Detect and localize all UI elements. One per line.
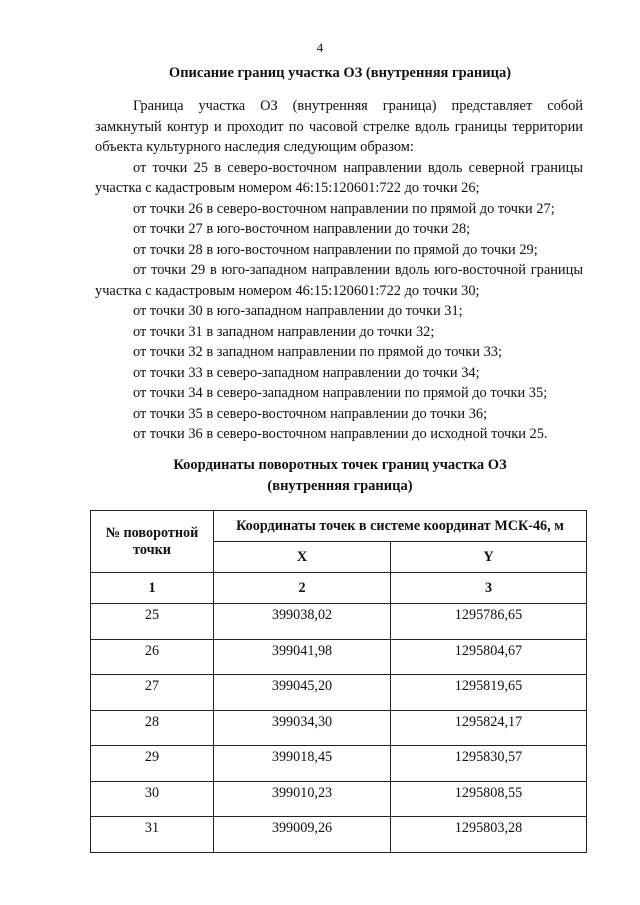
y-cell: 1295824,17 [391, 710, 587, 746]
column-number-1: 1 [91, 573, 214, 604]
boundary-step-paragraph: от точки 30 в юго-западном направлении до точки 31; [133, 303, 463, 319]
boundary-description [95, 96, 583, 445]
boundary-step-paragraph: от точки 28 в юго-восточном направлении по прямой до точки 29; [133, 241, 538, 258]
point-cell: 29 [91, 746, 214, 782]
table-title-line-1: Координаты поворотных точек границ участка ОЗ [173, 457, 507, 473]
intro-paragraph: Граница участка ОЗ (внутренняя граница) представляет собой замкнутый контур и проходит по часовой стрелке вдоль границы территории объекта культурного наследия следующим образом: [95, 98, 583, 155]
point-number-header: № поворотной точки [91, 511, 214, 573]
y-cell: 1295819,65 [391, 675, 587, 711]
table-title [90, 455, 590, 497]
y-cell: 1295808,55 [391, 781, 587, 817]
point-cell: 27 [91, 675, 214, 711]
x-cell: 399010,23 [214, 781, 391, 817]
x-cell: 399045,20 [214, 675, 391, 711]
boundary-step-paragraph: от точки 26 в северо-восточном направлении по прямой до точки 27; [133, 200, 555, 217]
boundary-step-paragraph: от точки 25 в северо-восточном направлении вдоль северной границы участка с кадастровым номером 46:15:120601:722 до точки 26; [95, 159, 583, 196]
boundary-step-paragraph: от точки 32 в западном направлении по прямой до точки 33; [133, 344, 502, 360]
boundary-step-paragraph: от точки 34 в северо-западном направлении по прямой до точки 35; [133, 385, 548, 401]
column-number-3: 3 [391, 573, 587, 604]
point-cell: 26 [91, 639, 214, 675]
x-header: X [214, 542, 391, 573]
table-row [91, 639, 587, 675]
x-cell: 399038,02 [214, 604, 391, 640]
point-cell: 28 [91, 710, 214, 746]
point-cell: 31 [91, 817, 214, 853]
coordinates-table [90, 510, 587, 853]
boundary-step-paragraph: от точки 36 в северо-восточном направлении до исходной точки 25. [133, 426, 548, 442]
boundary-step-paragraph: от точки 29 в юго-западном направлении вдоль юго-восточной границы участка с кадастровым номером 46:15:120601:722 до точки 30; [95, 262, 583, 299]
y-cell: 1295830,57 [391, 746, 587, 782]
boundary-step-paragraph: от точки 31 в западном направлении до точки 32; [133, 323, 435, 340]
table-title-line-2: (внутренняя граница) [267, 478, 413, 494]
coordinates-header: Координаты точек в системе координат МСК-46, м [214, 511, 587, 542]
table-row [91, 817, 587, 853]
table-row [91, 746, 587, 782]
column-number-2: 2 [214, 573, 391, 604]
x-cell: 399034,30 [214, 710, 391, 746]
y-cell: 1295803,28 [391, 817, 587, 853]
page-number: 4 [316, 40, 324, 55]
table-row [91, 675, 587, 711]
y-header: Y [391, 542, 587, 573]
y-cell: 1295804,67 [391, 639, 587, 675]
x-cell: 399009,26 [214, 817, 391, 853]
x-cell: 399018,45 [214, 746, 391, 782]
x-cell: 399041,98 [214, 639, 391, 675]
boundary-step-paragraph: от точки 33 в северо-западном направлении до точки 34; [133, 364, 480, 381]
table-row [91, 781, 587, 817]
y-cell: 1295786,65 [391, 604, 587, 640]
table-row [91, 710, 587, 746]
table-row [91, 604, 587, 640]
point-cell: 30 [91, 781, 214, 817]
boundary-step-paragraph: от точки 27 в юго-восточном направлении до точки 28; [133, 221, 471, 237]
boundary-step-paragraph: от точки 35 в северо-восточном направлении до точки 36; [133, 405, 488, 422]
section-title: Описание границ участка ОЗ (внутренняя граница) [168, 65, 512, 81]
point-cell: 25 [91, 604, 214, 640]
